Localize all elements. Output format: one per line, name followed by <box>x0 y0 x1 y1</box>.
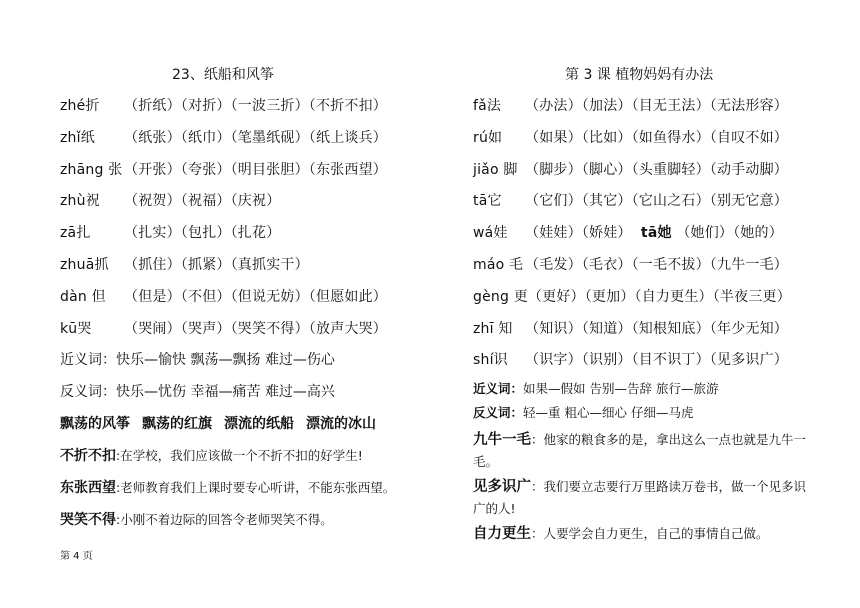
vocab-row: wá娃 （娃娃）（娇娃） tā她 （她们）（她的） <box>473 225 783 242</box>
idiom-example: 九牛一毛：他家的粮食多的是，拿出这么一点也就是九牛一毛。 <box>473 432 807 470</box>
antonyms-line: 反义词：快乐—忧伤 幸福—痛苦 难过—高兴 <box>60 384 335 401</box>
left-column <box>60 58 400 536</box>
phrase: 飘荡的红旗 <box>142 415 212 432</box>
vocab-row: jiǎo 脚 （脚步）（脚心）（头重脚轻）（动手动脚） <box>473 161 788 178</box>
idiom-example: 东张西望:老师教育我们上课时要专心听讲，不能东张西望。 <box>60 479 396 496</box>
vocab-row: dàn 但 （但是）（不但）（但说无妨）（但愿如此） <box>60 288 387 305</box>
vocab-row: kū哭 （哭闹）（哭声）（哭笑不得）（放声大哭） <box>60 320 387 337</box>
vocab-row: shí识 （识字）（识别）（目不识丁）（见多识广） <box>473 352 788 369</box>
page-number: 第 4 页 <box>60 551 93 562</box>
idiom-example: 不折不扣:在学校，我们应该做一个不折不扣的好学生! <box>60 447 363 464</box>
synonyms-line: 近义词：如果—假如 告别—告辞 旅行—旅游 <box>473 381 719 397</box>
vocab-row: zā扎 （扎实）（包扎）（扎花） <box>60 225 281 242</box>
phrase: 漂流的纸船 <box>224 415 294 432</box>
vocab-row: rú如 （如果）（比如）（如鱼得水）（自叹不如） <box>473 129 788 146</box>
antonyms-line: 反义词：轻—重 粗心—细心 仔细—马虎 <box>473 405 694 421</box>
vocab-row: tā它 （它们）（其它）（它山之石）（别无它意） <box>473 193 788 210</box>
vocab-row: zhāng 张 （开张）（夸张）（明目张胆）（东张西望） <box>60 161 387 178</box>
right-column <box>473 58 818 549</box>
vocab-row: fǎ法 （办法）（加法）（目无王法）（无法形容） <box>473 98 788 114</box>
vocab-row: zhī 知 （知识）（知道）（知根知底）（年少无知） <box>473 320 788 337</box>
vocab-row: gèng 更（更好）（更加）（自力更生）（半夜三更） <box>473 288 791 305</box>
right-lesson-title: 第 3 课 植物妈妈有办法 <box>565 67 714 83</box>
phrase-row <box>60 409 400 440</box>
vocab-row: máo 毛 （毛发）（毛衣）（一毛不拔）（九牛一毛） <box>473 256 788 273</box>
idiom-example: 见多识广：我们要立志要行万里路读万卷书，做一个见多识广的人! <box>473 479 807 517</box>
idiom-example: 自力更生：人要学会自力更生，自己的事情自己做。 <box>473 526 769 543</box>
idiom-example: 哭笑不得:小刚不着边际的回答令老师哭笑不得。 <box>60 511 333 528</box>
phrase: 飘荡的风筝 <box>60 415 130 432</box>
left-lesson-title: 23、纸船和风筝 <box>172 67 274 83</box>
vocab-row: zhù祝 （祝贺）（祝福）（庆祝） <box>60 193 281 210</box>
vocab-row: zhǐ纸 （纸张）（纸巾）（笔墨纸砚）（纸上谈兵） <box>60 129 387 146</box>
vocab-row: zhé折 （折纸）（对折）（一波三折）（不折不扣） <box>60 98 387 114</box>
synonyms-line: 近义词：快乐—愉快 飘荡—飘扬 难过—伤心 <box>60 352 335 369</box>
phrase: 漂流的冰山 <box>306 415 376 432</box>
vocab-row: zhuā抓 （抓住）（抓紧）（真抓实干） <box>60 256 309 273</box>
